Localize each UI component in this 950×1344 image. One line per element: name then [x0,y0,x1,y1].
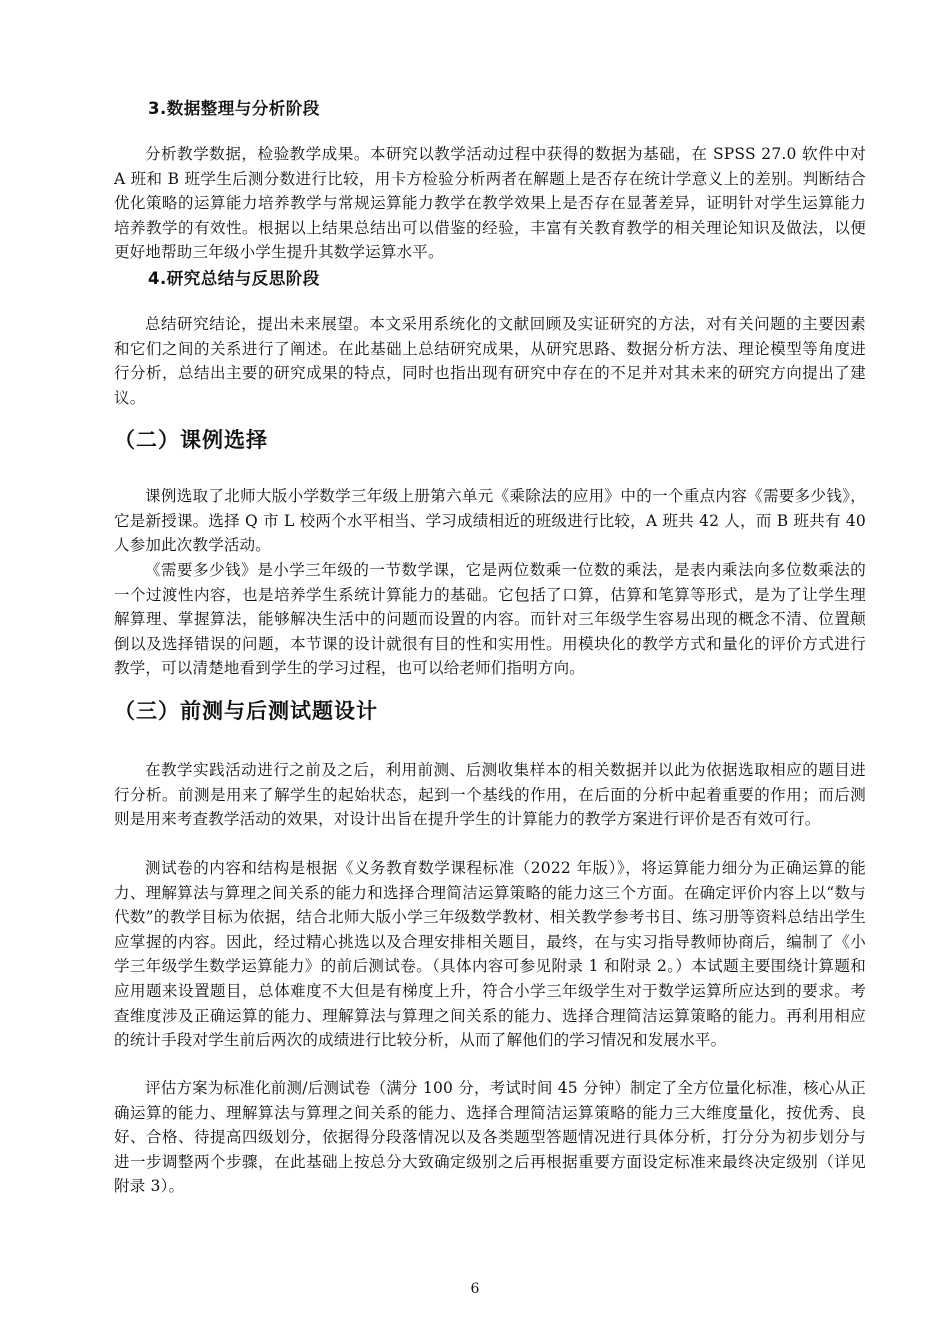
paragraph-course-2: 《需要多少钱》是小学三年级的一节数学课，它是两位数乘一位数的乘法，是表内乘法向多位数乘法的一个过渡性内容，也是培养学生系统计算能力的基础。它包括了口算，估算和笔算等形式，是为了让学生理解算理、掌握算法，能够解决生活中的问题而设置的内容。而针对三年级学生容易出现的概念不清、位置颠倒以及选择错误的问题，本节课的设计就很有目的性和实用性。用模块化的教学方式和量化的评价方式进行教学，可以清楚地看到学生的学习过程，也可以给老师们指明方向。 [114,561,866,678]
subsection-heading-course-selection: （二）课例选择 [114,428,268,452]
paragraph-test-2: 测试卷的内容和结构是根据《义务教育数学课程标准（2022 年版）》，将运算能力细分为正确运算的能力、理解算法与算理之间关系的能力和选择合理简洁运算策略的能力这三个方面。在确定评价内容上以“数与代数”的教学目标为依据，结合北师大版小学三年级数学教材、相关教学参考书目、练习册等资料总结出学生应掌握的内容。因此，经过精心挑选以及合理安排相关题目，最终，在与实习指导教师协商后，编制了《小学三年级学生数学运算能力》的前后测试卷。（具体内容可参见附录 1 和附录 2。）本试题主要围绕计算题和应用题来设置题目，总体难度不大但是有梯度上升，符合小学三年级学生对于数学运算所应达到的要求。考查维度涉及正确运算的能力、理解算法与算理之间关系的能力、选择合理简洁运算策略的能力。再利用相应的统计手段对学生前后两次的成绩进行比较分析，从而了解他们的学习情况和发展水平。 [114,859,866,1050]
paragraph-data-analysis: 分析教学数据，检验教学成果。本研究以教学活动过程中获得的数据为基础，在 SPSS 27.0 软件中对 A 班和 B 班学生后测分数进行比较，用卡方检验分析两者在解题上是否存在统计学意义上的差别。判断结合优化策略的运算能力培养教学与常规运算能力教学在教学效果上是否存在显著差异，证明针对学生运算能力培养教学的有效性。根据以上结果总结出可以借鉴的经验，丰富有关教育教学的相关理论知识及做法，以便更好地帮助三年级小学生提升其数学运算水平。 [114,145,866,262]
paragraph-course-1: 课例选取了北师大版小学数学三年级上册第六单元《乘除法的应用》中的一个重点内容《需要多少钱》，它是新授课。选择 Q 市 L 校两个水平相当、学习成绩相近的班级进行比较，A 班共 42 人，而 B 班共有 40 人参加此次教学活动。 [114,487,866,555]
page-number: 6 [470,1281,480,1297]
paragraph-test-1: 在教学实践活动进行之前及之后，利用前测、后测收集样本的相关数据并以此为依据选取相应的题目进行分析。前测是用来了解学生的起始状态，起到一个基线的作用，在后面的分析中起着重要的作用；而后测则是用来考查教学活动的效果，对设计出旨在提升学生的计算能力的教学方案进行评价是否有效可行。 [114,761,866,829]
subsection-heading-test-design: （三）前测与后测试题设计 [114,699,378,723]
paragraph-test-3: 评估方案为标准化前测/后测试卷（满分 100 分，考试时间 45 分钟）制定了全方位量化标准，核心从正确运算的能力、理解算法与算理之间关系的能力、选择合理简洁运算策略的能力三大维度量化，按优秀、良好、合格、待提高四级划分，依据得分段落情况以及各类题型答题情况进行具体分析，打分分为初步划分与进一步调整两个步骤，在此基础上按总分大致确定级别之后再根据重要方面设定标准来最终决定级别（详见附录 3）。 [114,1079,866,1196]
section-heading-3: 3.数据整理与分析阶段 [148,99,320,118]
section-heading-4: 4.研究总结与反思阶段 [148,269,320,288]
paragraph-summary: 总结研究结论，提出未来展望。本文采用系统化的文献回顾及实证研究的方法，对有关问题的主要因素和它们之间的关系进行了阐述。在此基础上总结研究成果，从研究思路、数据分析方法、理论模型等角度进行分析，总结出主要的研究成果的特点，同时也指出现有研究中存在的不足并对其未来的研究方向提出了建议。 [114,315,866,407]
